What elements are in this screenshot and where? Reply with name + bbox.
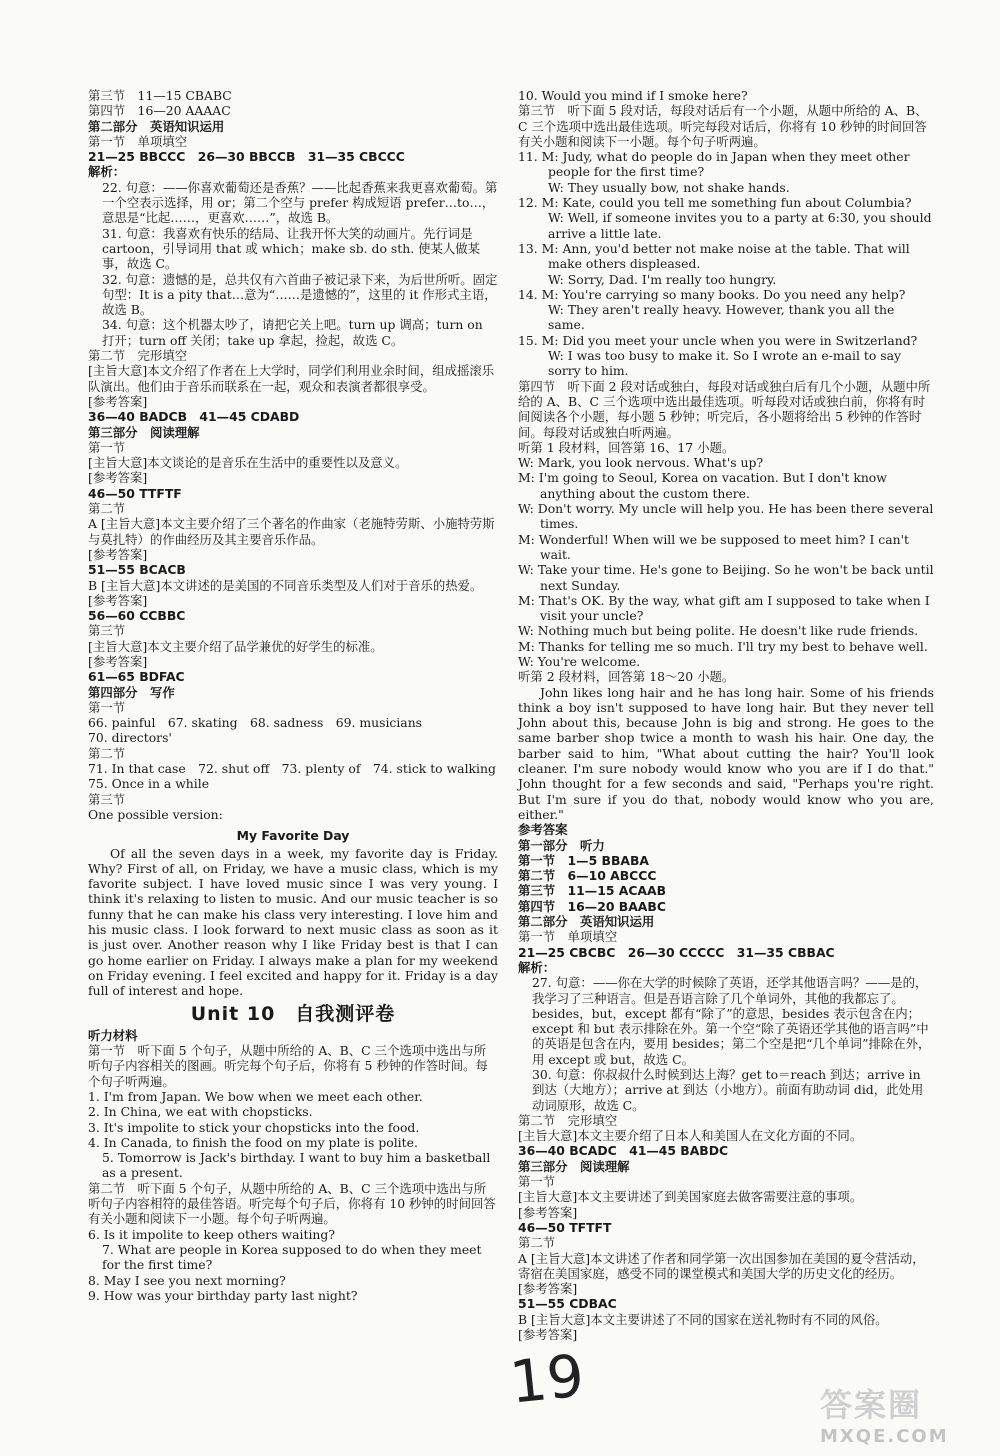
left-line: 66. painful 67. skating 68. sadness 69. musicians [88,715,423,731]
right-line: M: I'm going to Seoul, Korea on vacation. But I don't know anything about the custom there. [518,470,887,501]
right-line: 27. 句意：——你在大学的时候除了英语，还学其他语言吗？——是的，我学习了三种语言。但是吾语言除了几个单词外，其他的我都忘了。besides，but，except 都有“除了”的意思，besides 表示包含在内；except 和 but 表示排除在外。第一个空“除了英语还学其他的语言吗”中的英语是包含在内，要用 besides；第二个空是把“几个单词”排除在外，用 except 或 but，故选 C。 [532,975,931,1067]
right-line: 13. M: Ann, you'd better not make noise at the table. That will make others displeased. [518,240,910,272]
right-line: [参考答案] [518,1327,578,1343]
right-line: W: I was too busy to make it. So I wrote an e-mail to say sorry to him. [548,348,901,379]
right-line: [参考答案] [518,1204,578,1220]
left-line: My Favorite Day [236,828,350,844]
left-line: [参考答案] [88,393,148,409]
left-line: 21—25 BBCCC 26—30 BBCCB 31—35 CBCCC [88,149,405,165]
left-line: A [主旨大意]本文主要介绍了三个著名的作曲家（老施特劳斯、小施特劳斯与莫扎特）的作曲经历及其主要音乐作品。 [88,516,495,547]
left-line: 第三节 [88,623,126,639]
left-line: 第三节 [88,791,126,807]
left-line: 第一节 [88,439,126,455]
watermark-bottom-text: MXQE.COM [820,1426,949,1447]
right-line: 第一节 1—5 BBABA [518,852,650,868]
right-line: 第二节 6—10 ABCCC [518,868,657,884]
right-line: 听第 1 段材料，回答第 16、17 小题。 [518,439,735,455]
handwritten-page-number: 19 [506,1341,588,1417]
left-line: 第三节 11—15 CBABC [88,88,232,103]
left-line: 34. 句意：这个机器太吵了，请把它关上吧。turn up 调高；turn on 打开；turn off 关闭；take up 拿起，捡起，故选 C。 [102,317,483,348]
right-line: [主旨大意]本文主要介绍了日本人和美国人在文化方面的不同。 [518,1128,863,1144]
left-line: Of all the seven days in a week, my favorite day is Friday. Why? First of all, on Friday, we have a music class, which is my favorite subject. I have loved music since I was very young. I think it's relaxing to listen to music. And our music teacher is so funny that he can make his class very interesting. I love him and his music class. I look forward to next music class as soon as it is just over. Another reason why I like Friday best is that I can go home earlier on Friday. I always make a plan for my weekend on Friday evening. I feel excited and happy for it. Friday is a day full of interest and hope. [88,845,498,999]
right-line: 第四节 16—20 BAABC [518,898,666,914]
right-line: 14. M: You're carrying so many books. Do you need any help? [518,286,906,302]
left-line: 3. It's impolite to stick your chopsticks into the food. [88,1119,420,1135]
right-line: 36—40 BCADC 41—45 BABDC [518,1143,729,1159]
right-line: W: They aren't really heavy. However, thank you all the same. [548,302,895,333]
left-line: 第四部分 写作 [88,684,175,700]
left-line: 32. 句意：遗憾的是，总共仅有六首曲子被记录下来，为后世所听。固定句型：It is a pity that…意为“……是遗憾的”，这里的 it 作形式主语，故选 B。 [102,271,498,318]
left-line: 61—65 BDFAC [88,669,185,685]
left-line: [参考答案] [88,470,148,486]
right-line: 51—55 CDBAC [518,1296,617,1312]
right-line: W: You're welcome. [518,653,641,669]
right-line: B [主旨大意]本文主要讲述了不同的国家在送礼物时有不同的风俗。 [518,1311,888,1327]
left-line: B [主旨大意]本文讲述的是美国的不同音乐类型及人们对于音乐的热爱。 [88,577,483,593]
right-line: 第二节 完形填空 [518,1112,618,1128]
right-column [518,88,934,1342]
right-line: 第一部分 听力 [518,837,605,853]
left-line: 8. May I see you next morning? [88,1272,286,1288]
left-line: 解析： [88,164,126,180]
right-line: W: Mark, you look nervous. What's up? [518,455,764,471]
right-line: [主旨大意]本文主要讲述了到美国家庭去做客需要注意的事项。 [518,1189,863,1205]
right-line: 第一节 [518,1174,556,1190]
left-line: 第二节 [88,745,126,761]
left-line: 第二节 完形填空 [88,348,188,364]
right-line: 15. M: Did you meet your uncle when you were in Switzerland? [518,332,918,348]
left-line: Unit 10 自我测评卷 [190,1002,396,1025]
left-line: 71. In that case 72. shut off 73. plenty of 74. stick to walking [88,761,496,777]
right-line: 听第 2 段材料，回答第 18～20 小题。 [518,669,735,685]
right-line: 第一节 单项填空 [518,929,618,945]
right-line: 第三节 11—15 ACAAB [518,883,667,899]
right-line: 解析： [518,959,556,975]
right-line: 第三部分 阅读理解 [518,1158,630,1174]
left-column [88,88,498,1303]
left-line: 2. In China, we eat with chopsticks. [88,1104,313,1120]
left-line: 4. In Canada, to finish the food on my plate is polite. [88,1134,418,1150]
right-line: W: They usually bow, not shake hands. [548,179,790,195]
watermark-top-text: 答案圈 [820,1386,923,1424]
left-line: 22. 句意：——你喜欢葡萄还是香蕉？——比起香蕉来我更喜欢葡萄。第一个空表示选择，用 or；第二个空与 prefer 构成短语 prefer…to…，意思是“比起……，更喜欢……”，故选 B。 [102,179,498,226]
right-line: 第三节 听下面 5 段对话，每段对话后有一个小题，从题中所给的 A、B、C 三个选项中选出最佳选项。听完每段对话后，你将有 10 秒钟的时间回答有关小题和阅读下一小题。每个句子听两遍。 [518,103,928,149]
left-line: 第一节 [88,699,126,715]
left-line: [参考答案] [88,592,148,608]
right-line: 10. Would you mind if I smoke here? [518,88,748,103]
left-line: 5. Tomorrow is Jack's birthday. I want to buy him a basketball as a present. [102,1150,491,1181]
left-line: [参考答案] [88,546,148,562]
right-line: 46—50 TFTFT [518,1219,612,1235]
right-line: 第四节 听下面 2 段对话或独白，每段对话或独白后有几个小题，从题中所给的 A、B、C 三个选项中选出最佳选项。听每段对话或独白前，你将有时间阅读各个小题，每小题 5 秒钟；听完后，各小题将给出 5 秒钟的作答时间。每段对话或独白听两遍。 [518,378,931,440]
left-line: 第一节 单项填空 [88,133,188,149]
left-line: [参考答案] [88,653,148,669]
right-line: M: That's OK. By the way, what gift am I supposed to take when I visit your uncle? [518,592,930,624]
left-line: 6. Is it impolite to keep others waiting? [88,1226,335,1242]
left-line: [主旨大意]本文主要介绍了品学兼优的好学生的标准。 [88,638,383,654]
left-line: 56—60 CCBBC [88,608,186,624]
right-line: 参考答案 [518,822,568,838]
left-line: 70. directors' [88,730,172,746]
right-line: 第二部分 英语知识运用 [518,914,655,930]
right-line: W: Nothing much but being polite. He doesn't like rude friends. [518,623,919,639]
right-line: M: Wonderful! When will we be supposed to meet him? I can't wait. [518,531,909,562]
watermark-logo [820,1380,980,1450]
right-line: W: Take your time. He's gone to Beijing. So he won't be back until next Sunday. [518,562,934,593]
right-line: 11. M: Judy, what do people do in Japan when they meet other people for the first time? [518,149,910,180]
left-line: 31. 句意：我喜欢有快乐的结局、让我开怀大笑的动画片。先行词是 cartoon，引导词用 that 或 which；make sb. do sth. 使某人做某事，故选 C。 [102,225,481,272]
left-line: 第二节 [88,501,126,517]
left-line: 听力材料 [88,1027,138,1043]
right-line: 12. M: Kate, could you tell me something fun about Columbia? [518,195,912,211]
left-line: 第四节 16—20 AAAAC [88,103,231,119]
right-line: W: Don't worry. My uncle will help you. He has been there several times. [518,501,934,532]
left-line: 75. Once in a while [88,776,210,792]
left-line: [主旨大意]本文谈论的是音乐在生活中的重要性以及意义。 [88,455,408,471]
left-line: 46—50 TTFTF [88,485,182,501]
left-line: 1. I'm from Japan. We bow when we meet each other. [88,1089,423,1104]
left-line: 第二节 听下面 5 个句子，从题中所给的 A、B、C 三个选项中选出与所听句子内容相符的最佳答语。听完每个句子后，你将有 10 秒钟的时间回答有关小题和阅读下一小题。每个句子听两遍。 [88,1180,496,1227]
right-line: 21—25 CBCBC 26—30 CCCCC 31—35 CBBAC [518,944,835,960]
left-line: 第三部分 阅读理解 [88,424,200,440]
left-line: One possible version: [88,806,223,822]
left-line: 第二部分 英语知识运用 [88,118,225,134]
left-line: 第一节 听下面 5 个句子，从题中所给的 A、B、C 三个选项中选出与所听句子内容相关的图画。听完每个句子后，你将有 5 秒钟的作答时间。每个句子听两遍。 [88,1043,488,1089]
right-line: W: Sorry, Dad. I'm really too hungry. [548,271,777,287]
right-line: W: Well, if someone invites you to a party at 6:30, you should arrive a little late. [548,210,932,241]
left-line: 7. What are people in Korea supposed to do when they meet for the first time? [102,1241,482,1273]
left-line: 36—40 BADCB 41—45 CDABD [88,409,300,425]
left-line: 51—55 BCACB [88,562,186,578]
right-line: John likes long hair and he has long hair. Some of his friends think a boy isn't supposed to have long hair. But they never tell John about this, because John is big and strong. He goes to the same barber shop twice a month to wash his hair. One day, the barber said to him, "What about cutting the hair? You'll look cleaner. I'm sure nobody would know who you are if I do that." John thought for a few seconds and said, "Perhaps you're right. But I'm sure if you do that, nobody would know who you are, either." [518,684,934,822]
right-line: A [主旨大意]本文讲述了作者和同学第一次出国参加在美国的夏令营活动，寄宿在美国家庭，感受不同的课堂模式和美国大学的历史文化的经历。 [518,1250,925,1281]
right-line: 第二节 [518,1235,556,1251]
right-line: 30. 句意：你叔叔什么时候到达上海？get to＝reach 到达；arrive in 到达（大地方）；arrive at 到达（小地方）。前面有助动词 did，此处用动词原形，故选 C。 [532,1067,924,1113]
left-line: [主旨大意]本文介绍了作者在上大学时，同学们利用业余时间，组成摇滚乐队演出。他们由于音乐而联系在一起，观众和表演者都很享受。 [88,363,495,394]
right-line: M: Thanks for telling me so much. I'll try my best to behave well. [518,638,928,654]
right-line: [参考答案] [518,1281,578,1297]
left-line: 9. How was your birthday party last night? [88,1287,358,1303]
